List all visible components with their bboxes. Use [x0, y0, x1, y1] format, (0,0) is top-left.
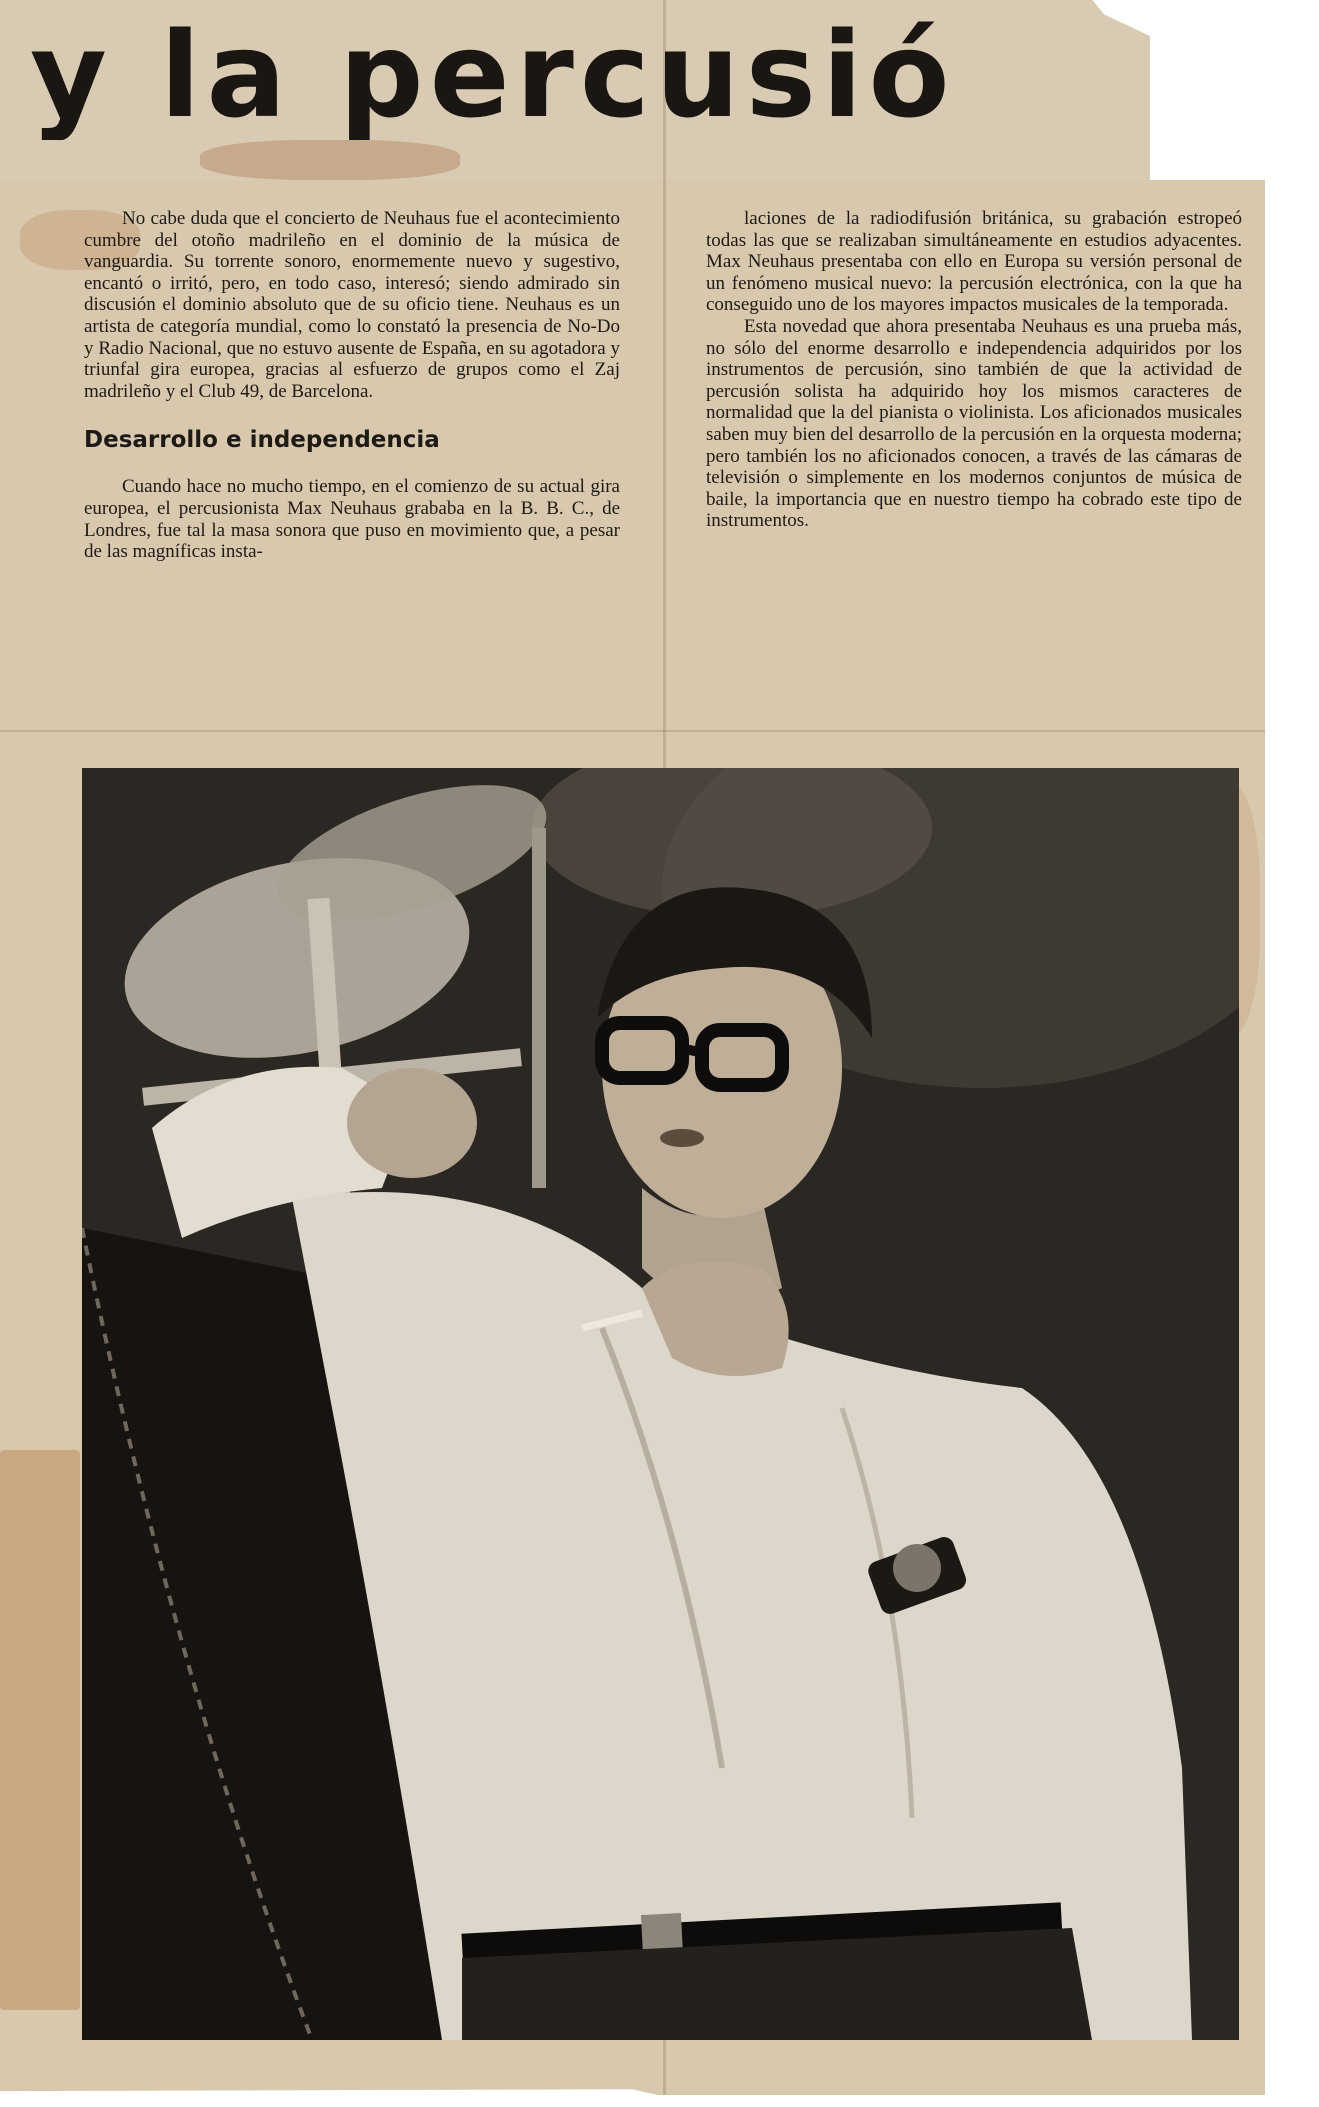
paper-stain	[200, 140, 460, 180]
section-subheading: Desarrollo e independencia	[84, 427, 440, 454]
headline: y la percusió	[30, 10, 956, 140]
fold-line-horizontal	[0, 730, 1265, 732]
article-paragraph: No cabe duda que el concierto de Neuhaus fue el acontecimiento cumbre del otoño madrileño en el dominio de la música de vanguardia. Su torrente sonoro, enormemente nuevo y sugestivo, encantó o irritó, pero, en todo caso, interesó; siendo admirado sin discusión el dominio absoluto que de su oficio tiene. Neuhaus es un artista de categoría mundial, como lo constató la presencia de No-Do y Radio Nacional, que no estuvo ausente de España, en su agotadora y triunfal gira europea, gracias al esfuerzo de grupos como el Zaj madrileño y el Club 49, de Barcelona.	[84, 208, 620, 402]
article-column-right	[706, 208, 1242, 532]
article-paragraph: Esta novedad que ahora presentaba Neuhaus es una prueba más, no sólo del enorme desarrollo e independencia adquiridos por los instrumentos de percusión, sino también de que la actividad de percusión solista ha adquirido hoy los mismos caracteres de normalidad que la del pianista o violinista. Los aficionados musicales saben muy bien del desarrollo de la percusión en la orquesta moderna; pero también los no aficionados conocen, a través de las cámaras de televisión o simplemente en los modernos conjuntos de música de baile, la importancia que en nuestro tiempo ha cobrado este tipo de instrumentos.	[706, 315, 1242, 532]
article-paragraph: laciones de la radiodifusión británica, su grabación estropeó todas las que se realizaban simultáneamente en estudios adyacentes. Max Neuhaus presentaba con ello en Europa su versión personal de un fenómeno musical nuevo: la percusión electrónica, con la que ha conseguido uno de los mayores impactos musicales de la temporada.	[706, 208, 1242, 316]
article-paragraph: Cuando hace no mucho tiempo, en el comienzo de su actual gira europea, el percusionista Max Neuhaus grababa en la B. B. C., de Londres, fue tal la masa sonora que puso en movimiento que, a pesar de las magníficas insta-	[84, 476, 620, 563]
tape-stain	[0, 1450, 80, 2010]
portrait-photo-illustration	[82, 768, 1239, 2040]
portrait-photo	[82, 768, 1239, 2040]
article-column-left	[84, 208, 620, 563]
